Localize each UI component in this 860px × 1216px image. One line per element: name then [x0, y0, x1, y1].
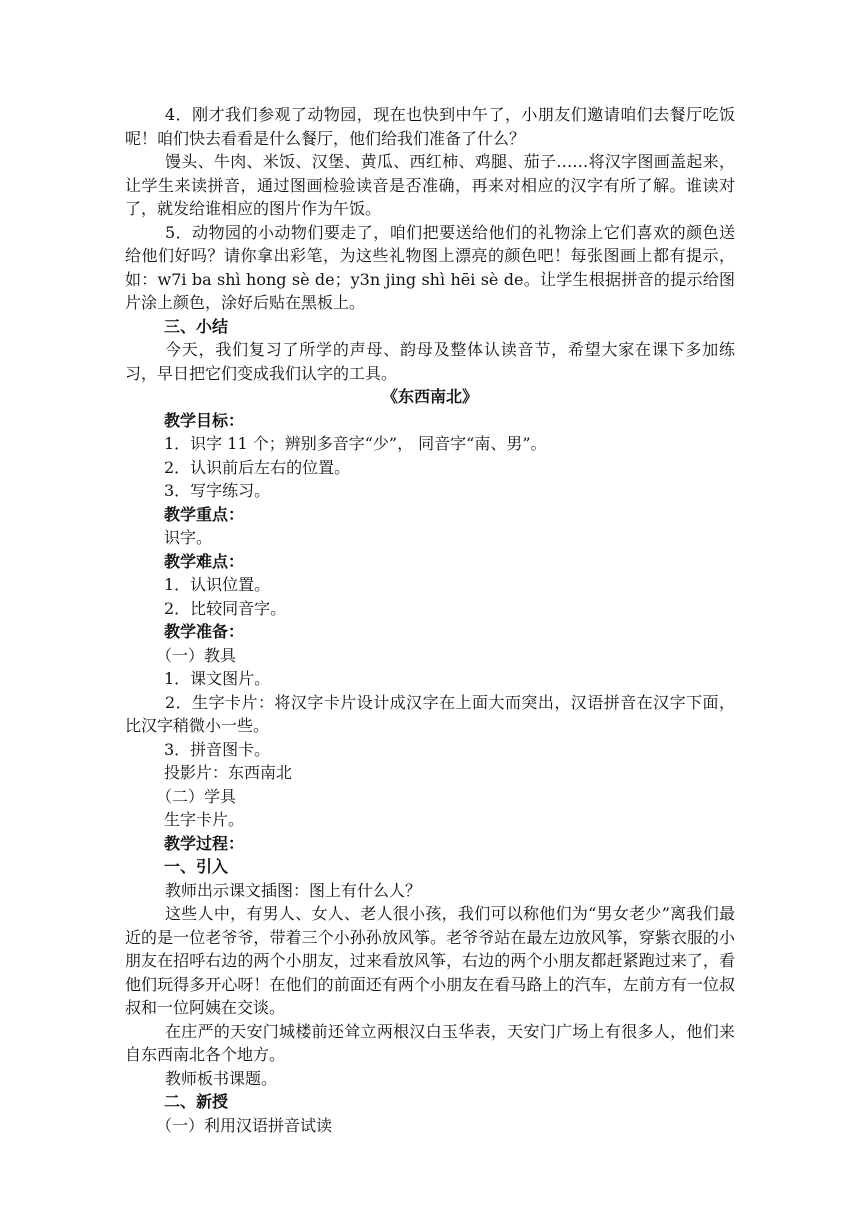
heading-objectives: 教学目标： [164, 410, 245, 430]
heading-process: 教学过程： [164, 833, 245, 853]
subheading-teaching-aids: （一）教具 [156, 645, 237, 665]
paragraph-illustration-description: 这些人中，有男人、女人、老人很小孩，我们可以称他们为“男女老少”离我们最近的是一位老爷爷，带着三个小孙孙放风筝。老爷爷站在最左边放风筝，穿紫衣服的小朋友在招呼右边的两个小朋友，过来看放风筝，右边的两个小朋友都赶紧跑过来了，看他们玩得多开心呀！在他们的前面还有两个小朋友在看马路上的汽车，左前方有一位叔叔和一位阿姨在交谈。 [125, 904, 735, 1017]
paragraph-coloring-activity: 5．动物园的小动物们要走了，咱们把要送给他们的礼物涂上它们喜欢的颜色送给他们好吗？请你拿出彩笔，为这些礼物图上漂亮的颜色吧！每张图画上都有提示，如：w7i ba shì hong sè de；y3n jing shì hēi sè de。让学生根据拼音的提示给图片涂上颜色，涂好后贴在黑板上。 [125, 222, 735, 312]
heading-new-lesson: 二、新授 [164, 1092, 229, 1111]
heading-summary: 三、小结 [164, 316, 229, 336]
heading-key-points: 教学重点： [164, 504, 245, 524]
heading-preparation: 教学准备： [164, 622, 245, 641]
objective-item: 3．写字练习。 [164, 481, 271, 500]
difficulty-item: 2．比较同音字。 [164, 598, 287, 618]
difficulty-item: 1．认识位置。 [164, 575, 271, 594]
teaching-aid-item: 3．拼音图卡。 [164, 739, 271, 759]
subheading-student-aids: （二）学具 [156, 786, 237, 806]
teaching-aid-item: 投影片：东西南北 [164, 763, 293, 782]
paragraph-tiananmen: 在庄严的天安门城楼前还耸立两根汉白玉华表，天安门广场上有很多人，他们来自东西南北各个地方。 [125, 1021, 735, 1064]
objective-item: 2．认识前后左右的位置。 [164, 457, 351, 477]
paragraph-illustration-question: 教师出示课文插图：图上有什么人？ [165, 880, 422, 900]
paragraph-board-title: 教师板书课题。 [165, 1068, 278, 1088]
teaching-aid-item: 1．课文图片。 [164, 669, 271, 688]
subheading-pinyin-reading: （一）利用汉语拼音试读 [156, 1115, 333, 1135]
paragraph-food-list: 馒头、牛肉、米饭、汉堡、黄瓜、西红柿、鸡腿、茄子……将汉字图画盖起来，让学生来读拼音，通过图画检验读音是否准确，再来对相应的汉字有所了解。谁读对了，就发给谁相应的图片作为午饭。 [125, 152, 735, 218]
student-aid-item: 生字卡片。 [164, 810, 245, 829]
paragraph-summary: 今天，我们复习了所学的声母、韵母及整体认读音节，希望大家在课下多加练习，早日把它们变成我们认字的工具。 [125, 340, 735, 383]
heading-difficulties: 教学难点： [164, 551, 245, 571]
document-body [125, 103, 735, 1137]
heading-introduction: 一、引入 [164, 857, 229, 876]
teaching-aid-item: 2．生字卡片：将汉字卡片设计成汉字在上面大而突出，汉语拼音在汉字下面，比汉字稍微小一些。 [125, 692, 735, 735]
paragraph-restaurant-intro: 4．刚才我们参观了动物园，现在也快到中午了，小朋友们邀请咱们去餐厅吃饭呢！咱们快去看看是什么餐厅，他们给我们准备了什么？ [125, 105, 735, 148]
key-point-item: 识字。 [164, 528, 213, 547]
objective-item: 1．识字 11 个；辨别多音字“少”， 同音字“南、男”。 [164, 434, 547, 453]
lesson-title: 《东西南北》 [381, 387, 478, 406]
